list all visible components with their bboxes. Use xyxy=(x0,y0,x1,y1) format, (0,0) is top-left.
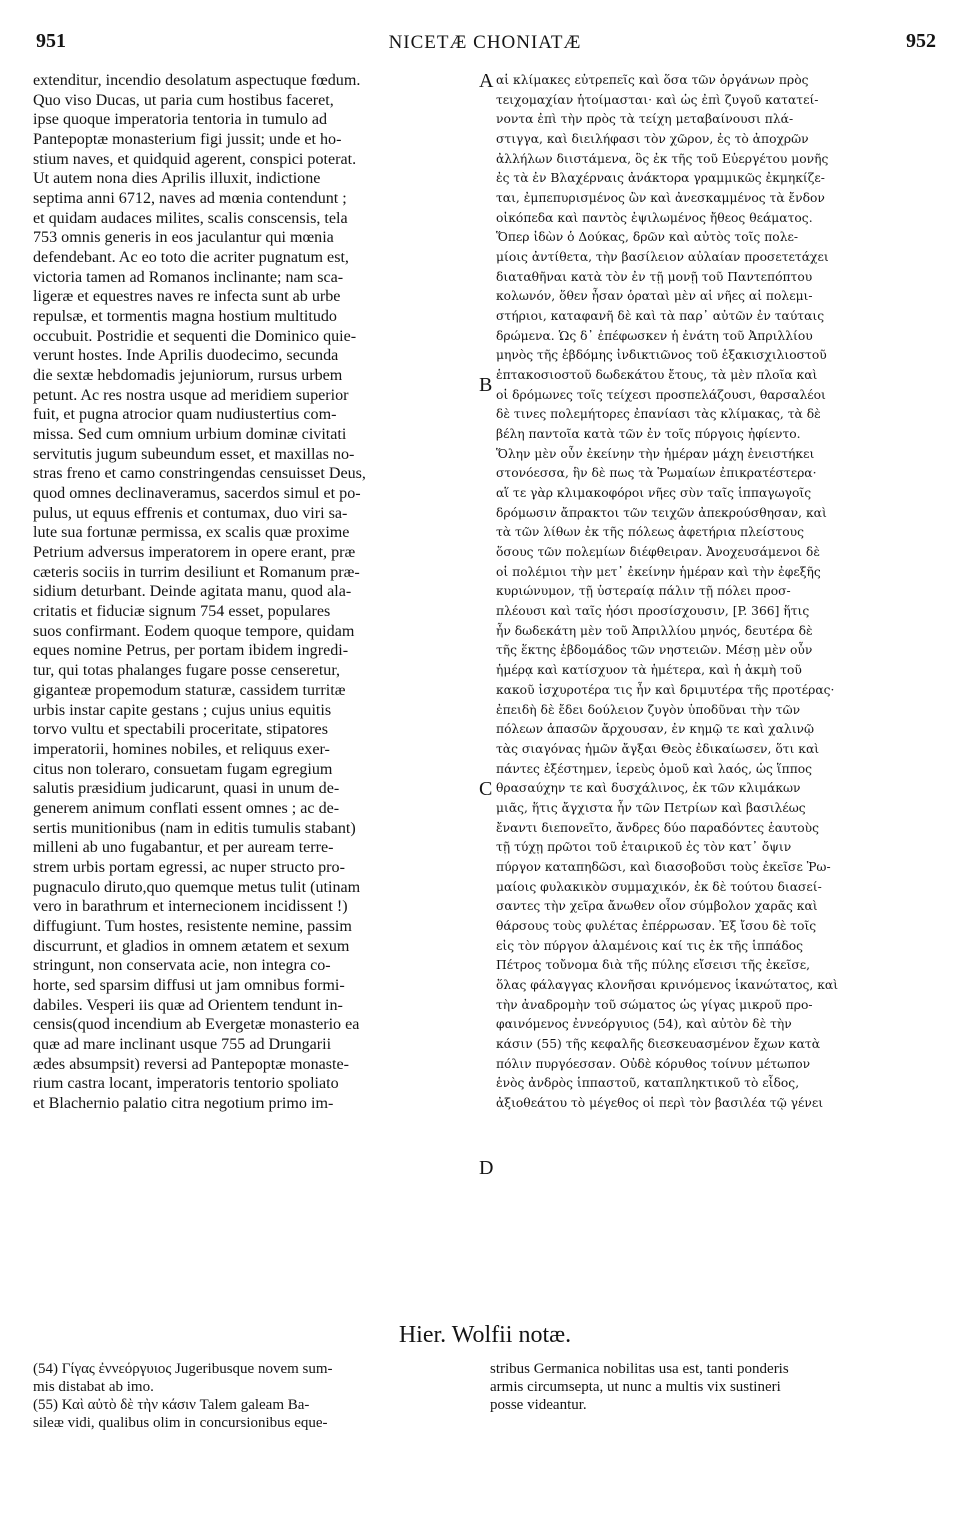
latin-text-line: stringunt, non conservata acie, non integra co- xyxy=(33,957,331,975)
latin-text-line: diffugiunt. Tum hostes, resistente nemine, passim xyxy=(33,917,352,935)
latin-text-line: ædes absumpsit) reversi ad Pantepoptæ monaste- xyxy=(33,1055,350,1073)
greek-text-line: τὴν ἀναδρομὴν τοῦ σώματος ὡς γίγας μικροῦ προ- xyxy=(496,997,813,1012)
greek-text-line: μιᾶς, ἥτις ἄγχιστα ἦν τῶν Πετρίων καὶ βασιλέως xyxy=(496,800,806,815)
greek-text-line: κυριώνυμον, τῇ ὑστεραίᾳ πάλιν τῇ πόλει προσ- xyxy=(496,584,791,599)
greek-text-line: νοντα ἐπὶ τὴν πρὸς τὰ τείχη μεταβαίνουσι πλά- xyxy=(496,112,794,127)
notes-right-column xyxy=(490,1360,930,1414)
greek-text-line: ἦν δωδεκάτη μὲν τοῦ Ἀπριλλίου μηνός, δευτέρα δὲ xyxy=(496,623,813,638)
greek-column xyxy=(496,71,936,1114)
greek-text-line: δρόμωσιν ἄπρακτοι τῶν τειχῶν ἀπεκρούσθησαν, καὶ xyxy=(496,505,827,520)
greek-text-line: ἡμέρᾳ καὶ κατίσχυον τὰ ἡμέτερα, καὶ ἡ ἀκμὴ τοῦ xyxy=(496,663,802,678)
greek-text-line: στήριοι, καταφανῆ δὲ καὶ τὰ παρ᾽ αὐτῶν ἐν ταύταις xyxy=(496,309,825,324)
latin-text-line: generem animum conflati essent omnes ; ac de- xyxy=(33,799,340,817)
latin-text-line: quæ ad mare inclinant usque 755 ad Drungarii xyxy=(33,1035,332,1053)
footnote-line: (54) Γίγας ἐννεόργυιος Jugeribusque novem sum- xyxy=(33,1361,333,1377)
latin-text-line: septima anni 6712, naves ad mœnia contendunt ; xyxy=(33,190,347,208)
greek-text-line: ἐπειδὴ δὲ ἔδει δούλειον ζυγὸν ὑποδῦναι τὴν τῶν xyxy=(496,702,801,717)
latin-text-line: discurrunt, et gladios in omnem ætatem et sexum xyxy=(33,937,350,955)
latin-text-line: pugnaculo diruto,quo quemque metus tulit (utinam xyxy=(33,878,361,896)
latin-text-line: repulsæ, et tormentis magna hostium multitudo xyxy=(33,308,337,326)
latin-column xyxy=(33,71,473,1114)
latin-text-line: fuit, et pugna atrocior quam nudiustertius com- xyxy=(33,406,337,424)
latin-text-line: salutis præsidium judicarunt, quasi in unum de- xyxy=(33,780,340,798)
greek-text-line: τῆς ἕκτης ἑβδομάδος τῶν νηστειῶν. Μέσῃ μὲν οὖν xyxy=(496,643,813,658)
latin-text-line: urbis instar capite gestans ; cujus unius equitis xyxy=(33,701,332,719)
latin-text-line: giganteæ propemodum staturæ, cassidem turritæ xyxy=(33,681,346,699)
notes-left-column xyxy=(33,1360,473,1432)
greek-text-line: αἱ κλίμακες εὐτρεπεῖς καὶ ὅσα τῶν ὀργάνων πρὸς xyxy=(496,73,809,87)
latin-text-line: Pantepoptæ monasterium figi jussit; unde et ho- xyxy=(33,131,342,149)
greek-text-line: φαινόμενος ἐννεόργυιος (54), καὶ αὐτὸν δὲ τὴν xyxy=(496,1017,792,1032)
latin-text-line: extenditur, incendio desolatum aspectuque fœdum. xyxy=(33,72,361,89)
greek-text-line: πόλεων ἁπασῶν ἄρχουσαν, ἐν κημῷ τε καὶ χαλινῷ xyxy=(496,722,815,737)
footnote-line: posse videantur. xyxy=(490,1397,587,1413)
latin-text-line: sertis munitionibus (nam in editis tumulis stabant) xyxy=(33,819,356,837)
page-header xyxy=(34,30,936,60)
greek-text-line: πάντες ἐξέστημεν, ἱερεὺς ὁμοῦ καὶ λαός, ὡς ἵππος xyxy=(496,761,813,776)
greek-text-line: μαίοις φυλακικὸν συμμαχικόν, ἐκ δὲ τούτου διασεί- xyxy=(496,879,822,894)
latin-text-line: torvo vultu et spectabili proceritate, stipatores xyxy=(33,721,328,739)
latin-text-line: 753 omnis generis in eos jaculantur qui mœnia xyxy=(33,229,334,247)
greek-text-line: Πέτρος τοὔνομα διὰ τῆς πύλης εἴσεισι τῆς ἐκεῖσε, xyxy=(496,958,811,973)
latin-text-line: occubuit. Postridie et sequenti die Dominico quie- xyxy=(33,327,357,345)
greek-text-line: ὅσους τῶν πολεμίων διέφθειραν. Ἀνοχευσάμενοι δὲ xyxy=(496,545,820,560)
latin-text-line: imperatorii, homines nobiles, et reliquus exer- xyxy=(33,740,330,758)
latin-text-line: tur, qui totas phalanges fugare posse censeretur, xyxy=(33,662,341,680)
latin-text-line: ligeræ et equestres naves re infecta sunt ab urbe xyxy=(33,288,341,306)
greek-text-line: κολωνόν, ὅθεν ἦσαν ὁραταὶ μὲν αἱ νῆες αἱ πολεμι- xyxy=(496,289,813,304)
footnote-line: (55) Καὶ αὐτὸ δὲ τὴν κάσιν Talem galeam Ba- xyxy=(33,1397,310,1413)
latin-text-line: ipse quoque imperatoria tentoria in tumulo ad xyxy=(33,111,328,129)
latin-text-line: eques nomine Petrus, per portam ibidem ingredi- xyxy=(33,642,349,660)
greek-text-line: ἑνὸς ἀνδρὸς ἱππαστοῦ, καταπληκτικοῦ τὸ εἶδος, xyxy=(496,1076,800,1091)
greek-text-line: σαντες τὴν χεῖρα ἄνωθεν οἷον σύμβολον χαρᾶς καὶ xyxy=(496,899,818,914)
greek-text-line: θρασαύχην τε καὶ δυσχάλινος, ἐκ τῶν κλιμάκων xyxy=(496,781,801,796)
margin-marker-d: D xyxy=(479,1157,494,1179)
latin-text-line: rium castra locant, imperatoris tentorio spoliato xyxy=(33,1075,339,1093)
latin-text-line: Ut autem nona dies Aprilis illuxit, indictione xyxy=(33,170,321,188)
latin-text-line: dabiles. Vesperi iis quæ ad Orientem tendunt in- xyxy=(33,996,343,1014)
greek-text-line: τὰ τῶν λίθων ἐκ τῆς πόλεως ἀφετήρια πλείστους xyxy=(496,525,805,540)
greek-text-line: ἑπτακοσιοστοῦ δωδεκάτου ἔτους, τὰ μὲν πλοῖα καὶ xyxy=(496,368,818,383)
latin-text-line: critatis et fiduciæ signum 754 esset, populares xyxy=(33,603,331,621)
greek-text-line: οἰκόπεδα καὶ παντὸς ἐψιλωμένος ἤθεος θεάματος. xyxy=(496,210,813,225)
greek-text-line: κακοῦ ἰσχυροτέρα τις ἦν καὶ δριμυτέρα τῆς προτέρας· xyxy=(496,682,835,697)
latin-text-line: servitutis jugum subeundum esset, et maxillas no- xyxy=(33,445,355,463)
greek-text-line: διαταθῆναι κατὰ τὸν ἐν τῇ μονῇ τοῦ Παντεπόπτου xyxy=(496,269,813,284)
latin-text-line: pulus, ut equus effrenis et contumax, duo viri sa- xyxy=(33,504,348,522)
latin-text-line: Petrium adversus imperatorem in opere erant, præ xyxy=(33,544,356,562)
latin-text-line: verunt hostes. Inde Aprilis duodecimo, secunda xyxy=(33,347,339,365)
margin-marker-b: B xyxy=(479,374,493,396)
latin-text-line: citus non toleraro, consuetam fugam egregium xyxy=(33,760,333,778)
latin-text-line: stium naves, et quidquid agerent, conspici poterat. xyxy=(33,150,357,168)
greek-text-line: στονόεσσα, ἣν δὲ πως τὰ Ῥωμαίων ἐπικρατέστερα· xyxy=(496,466,817,481)
latin-text-line: vero in barathrum et internecionem incidissent !) xyxy=(33,898,348,916)
latin-text-line: strem urbis portam egressi, ac nuper structo pro- xyxy=(33,858,345,876)
greek-text-line: τειχομαχίαν ἡτοίμασται· καὶ ὡς ἐπὶ ζυγοῦ κατατεί- xyxy=(496,92,819,107)
greek-text-line: βέλη παντοῖα κατὰ τῶν ἐν τοῖς πύργοις ἠφίεντο. xyxy=(496,427,801,442)
greek-text-line: δρώμενα. Ὡς δ᾽ ἐπέφωσκεν ἡ ἐνάτη τοῦ Ἀπριλλίου xyxy=(496,328,813,343)
latin-text-line: lute sua fortunæ permissa, ex scalis quæ proxime xyxy=(33,524,350,542)
margin-marker-c: C xyxy=(479,778,493,800)
greek-text-line: Ὅπερ ἰδὼν ὁ Δούκας, δρῶν καὶ αὐτὸς τοῖς πολε- xyxy=(496,230,799,245)
page-number-left: 951 xyxy=(36,30,66,52)
latin-text-line: petunt. Ac res nostra usque ad meridiem superior xyxy=(33,386,349,404)
greek-text-line: δὲ τινες πολεμήτορες ἐπανίασι τὰς κλίμακας, τὰ δὲ xyxy=(496,407,821,422)
greek-text-line: ἀξιοθεάτου τὸ μέγεθος οἱ περὶ τὸν βασιλέα τῷ γένει xyxy=(496,1095,824,1110)
latin-text-line: missa. Sed cum omnium urbium dominæ civitati xyxy=(33,426,347,444)
latin-text-line: victoria tamen ad Romanos inclinante; nam sca- xyxy=(33,268,344,286)
greek-text-line: πλέουσι καὶ ταῖς ἠόσι προσίσχουσιν, [P. 366] ἥτις xyxy=(496,604,810,619)
greek-text-line: αἵ τε γὰρ κλιμακοφόροι νῆες σὺν ταῖς ἱππαγωγοῖς xyxy=(496,486,812,501)
latin-text-line: sidium deturbant. Deinde agitata manu, quod ala- xyxy=(33,583,352,601)
latin-text-line: horte, sed sparsim diffusi ut jam omnibus formi- xyxy=(33,976,345,994)
greek-text-line: μηνὸς τῆς ἑβδόμης ἰνδικτιῶνος τοῦ ἑξακισχιλιοστοῦ xyxy=(496,348,827,363)
latin-text-line: stras freno et camo constringendas censuisset Deus, xyxy=(33,465,366,483)
latin-text-line: quod omnes declinaveramus, sacerdos simul et po- xyxy=(33,485,361,503)
greek-text-line: θάρσους τοὺς φυλέτας ἐπέρρωσαν. Ἐξ ἴσου δὲ τοῖς xyxy=(496,918,817,933)
latin-text-line: cæteris sociis in turrim desiliunt et Romanum præ- xyxy=(33,563,360,581)
latin-text-line: die sextæ hebdomadis jejuniorum, rursus urbem xyxy=(33,367,343,385)
greek-text-line: κάσιν (55) τῆς κεφαλῆς διεσκευασμένον ἔχων κατὰ xyxy=(496,1036,821,1051)
latin-text-line: et quidam audaces milites, scalis conscensis, tela xyxy=(33,209,348,227)
footnote-line: mis distabat ab imo. xyxy=(33,1379,154,1395)
greek-text-line: ἔναντι διεπονεῖτο, ἄνδρες δύο παραδόντες ἑαυτοὺς xyxy=(496,820,820,835)
margin-marker-a: A xyxy=(479,70,494,92)
greek-text-line: ἀλλήλων διιστάμενα, ὃς ἐκ τῆς τοῦ Εὐεργέτου μονῆς xyxy=(496,151,829,166)
greek-text-line: οἱ δρόμωνες τοῖς τείχεσι προσπελάζουσι, θαρσαλέοι xyxy=(496,387,826,402)
greek-text-line: τὰς σιαγόνας ἡμῶν ἄγξαι Θεὸς ἐδικαίωσεν, ὅτι καὶ xyxy=(496,741,820,756)
greek-text-line: οἱ πολέμιοι τὴν μετ᾽ ἐκείνην ἡμέραν καὶ τὴν ἐφεξῆς xyxy=(496,564,821,579)
latin-text-line: et Blachernio palatio citra negotium primo im- xyxy=(33,1094,334,1112)
greek-text-line: εἰς τὸν πύργον ἁλαμένοις καί τις ἐκ τῆς ἱππάδος xyxy=(496,938,804,953)
greek-text-line: Ὅλην μὲν οὖν ἐκείνην τὴν ἡμέραν μάχη ἐνειστήκει xyxy=(496,446,815,461)
latin-text-line: censis(quod incendium ab Evergetæ monasterio ea xyxy=(33,1016,360,1034)
footnote-line: sileæ vidi, qualibus olim in concursionibus eque- xyxy=(33,1415,328,1431)
greek-text-line: πύργον καταπηδῶσι, καὶ διασοβοῦσι τοὺς ἐκεῖσε Ῥω- xyxy=(496,859,831,874)
greek-text-line: ἐς τὰ ἐν Βλαχέρναις ἀνάκτορα γραμμικῶς ἐκμηκίζε- xyxy=(496,171,825,186)
greek-text-line: πόλιν πυργόεσσαν. Οὐδὲ κόρυθος τοίνυν μέτωπον xyxy=(496,1056,811,1071)
latin-text-line: defendebant. Ac eo toto die acriter pugnatum est, xyxy=(33,249,349,267)
page-number-right: 952 xyxy=(906,30,936,52)
footnote-line: armis circumsepta, ut nunc a multis vix sustineri xyxy=(490,1379,781,1395)
greek-text-line: μίοις ἀντίθετα, τὴν βασίλειον αὐλαίαν προσετετάχει xyxy=(496,250,829,265)
latin-text-line: Quo viso Ducas, ut paria cum hostibus faceret, xyxy=(33,91,334,109)
notes-heading: Hier. Wolfii notæ. xyxy=(398,1322,572,1348)
latin-text-line: milleni ab uno fugabantur, et per auream terre- xyxy=(33,839,334,857)
greek-text-line: ὅλας φάλαγγας κλονῆσαι κρινόμενος ἱκανώτατος, καὶ xyxy=(496,977,839,992)
greek-text-line: τῇ τύχῃ πρῶτοι τοῦ ἑταιρικοῦ ἐς τὸν κατ᾽ ὄψιν xyxy=(496,840,792,855)
greek-text-line: στιγγα, καὶ διειλήφασι τὸν χῶρον, ἐς τὸ ἀποχρῶν xyxy=(496,132,809,147)
latin-text-line: suos confirmant. Eodem quoque tempore, quidam xyxy=(33,622,355,640)
footnote-line: stribus Germanica nobilitas usa est, tanti ponderis xyxy=(490,1361,789,1377)
greek-text-line: ται, ἐμπεπυρισμένος ὢν καὶ ἀνεσκαμμένος τὰ ἔνδον xyxy=(496,191,825,206)
running-title: NICETÆ CHONIATÆ xyxy=(388,32,582,53)
